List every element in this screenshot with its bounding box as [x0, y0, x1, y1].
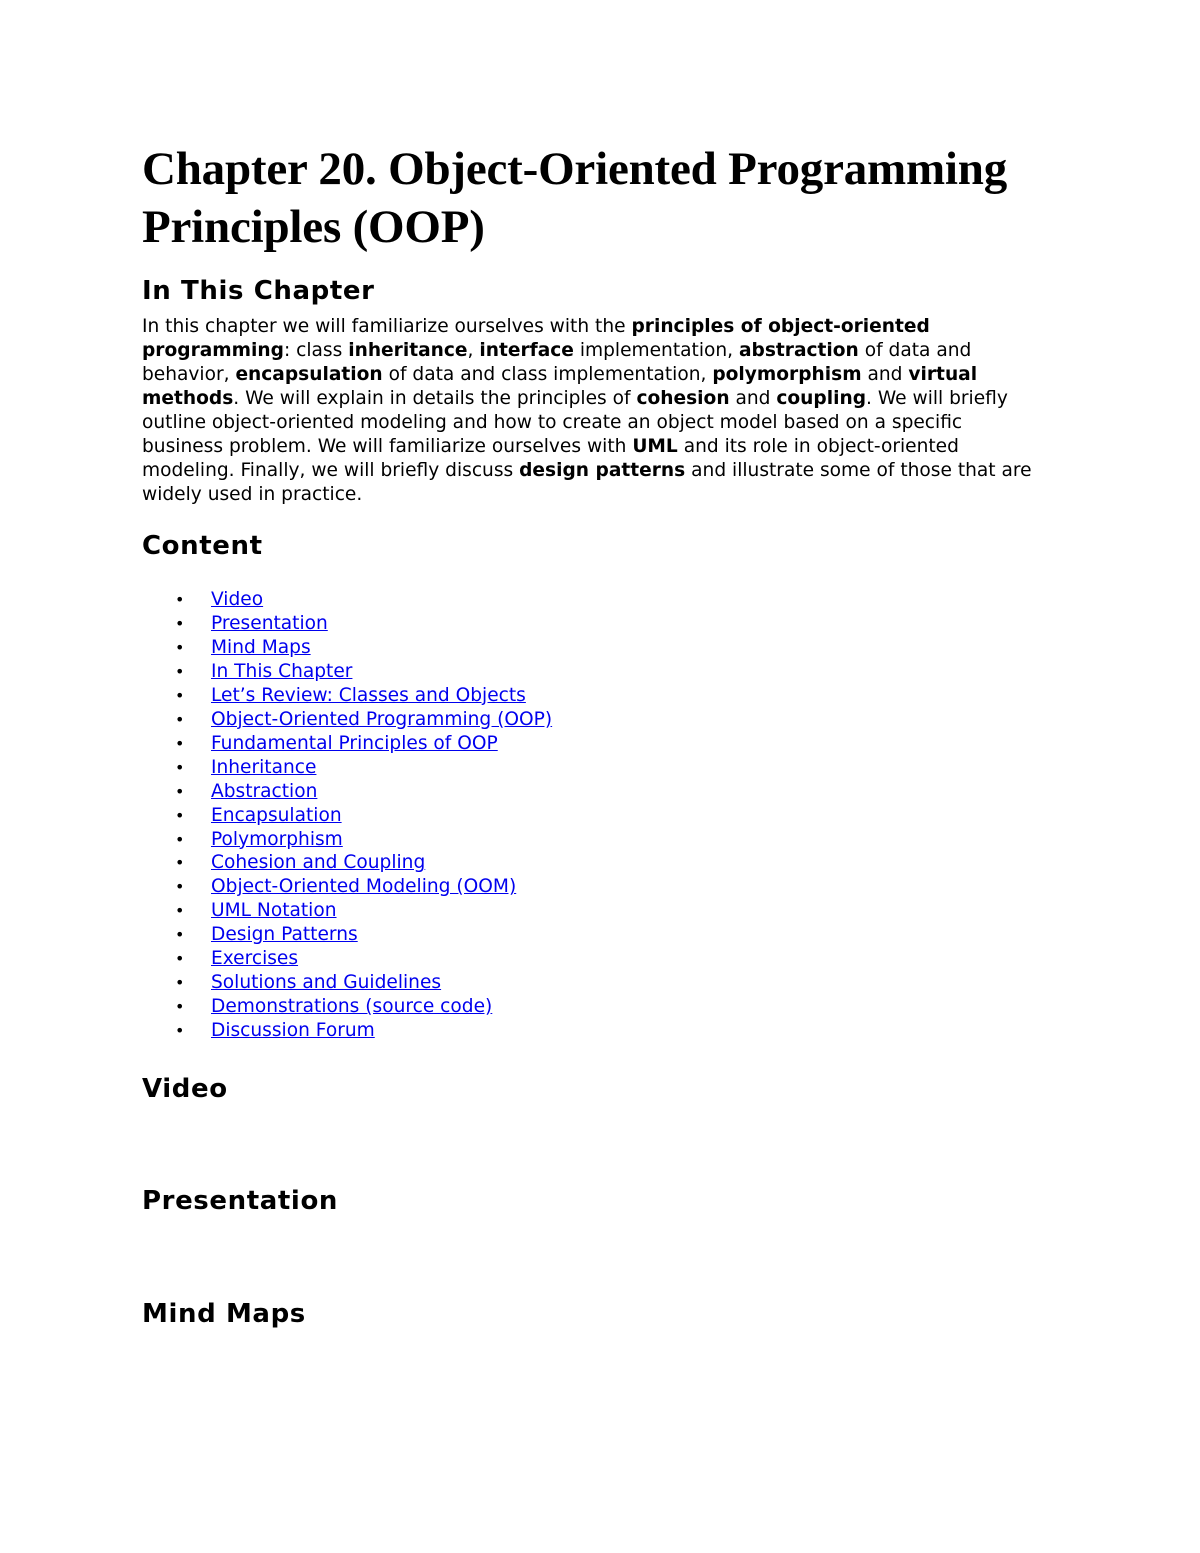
bullet-icon: •	[175, 877, 185, 897]
toc-item	[142, 780, 1042, 804]
toc-link-polymorphism[interactable]: Polymorphism	[211, 828, 343, 850]
intro-text: of data and class implementation,	[382, 364, 713, 385]
toc-link-design-patterns[interactable]: Design Patterns	[211, 924, 358, 946]
toc-item	[142, 660, 1042, 684]
toc-link-classes-and-objects[interactable]: Let’s Review: Classes and Objects	[211, 684, 526, 706]
bullet-icon: •	[175, 925, 185, 945]
toc-item	[142, 995, 1042, 1019]
document-page	[142, 140, 1042, 1330]
toc-item	[142, 756, 1042, 780]
bullet-icon: •	[175, 901, 185, 921]
intro-text: ,	[467, 340, 480, 361]
toc-link-fundamental-principles[interactable]: Fundamental Principles of OOP	[211, 732, 498, 754]
intro-bold-term: coupling	[776, 388, 867, 409]
content-heading: Content	[142, 531, 263, 561]
toc-item	[142, 851, 1042, 875]
intro-bold-term: principles of object-oriented programming	[142, 316, 930, 361]
intro-text: and	[729, 388, 777, 409]
toc-item	[142, 923, 1042, 947]
bullet-icon: •	[175, 757, 185, 777]
toc-link-mind-maps[interactable]: Mind Maps	[211, 636, 311, 658]
bullet-icon: •	[175, 829, 185, 849]
intro-bold-term: cohesion	[636, 388, 730, 409]
toc-item	[142, 684, 1042, 708]
bullet-icon: •	[175, 709, 185, 729]
toc-link-abstraction[interactable]: Abstraction	[211, 780, 318, 802]
toc-item	[142, 612, 1042, 636]
toc-link-oom[interactable]: Object-Oriented Modeling (OOM)	[211, 876, 517, 898]
toc-link-solutions[interactable]: Solutions and Guidelines	[211, 972, 442, 994]
intro-text: and its role in object-oriented modeling. Finally, we will briefly discuss	[142, 436, 959, 481]
intro-bold-term: UML	[632, 436, 678, 457]
bullet-icon: •	[175, 613, 185, 633]
intro-text: and illustrate some of those that are widely used in practice.	[142, 460, 1032, 505]
toc-link-in-this-chapter[interactable]: In This Chapter	[211, 660, 353, 682]
bullet-icon: •	[175, 685, 185, 705]
video-heading: Video	[142, 1074, 228, 1105]
intro-bold-term: virtual methods	[142, 364, 978, 409]
intro-text: . We will briefly outline object-oriented modeling and how to create an object model based on a specific business problem. We will familiarize ourselves with	[142, 388, 1008, 457]
toc-link-inheritance[interactable]: Inheritance	[211, 756, 317, 778]
intro-text: and	[861, 364, 909, 385]
chapter-title: Chapter 20. Object-Oriented Programming Principles (OOP)	[142, 143, 1008, 253]
toc-item	[142, 971, 1042, 995]
intro-bold-term: design patterns	[519, 460, 686, 481]
toc-link-discussion-forum[interactable]: Discussion Forum	[211, 1020, 375, 1042]
bullet-icon: •	[175, 637, 185, 657]
bullet-icon: •	[175, 590, 185, 609]
bullet-icon: •	[175, 805, 185, 825]
table-of-contents	[142, 588, 1042, 1043]
toc-item	[142, 636, 1042, 660]
toc-item	[142, 732, 1042, 756]
intro-bold-term: polymorphism	[712, 364, 862, 385]
toc-link-cohesion-and-coupling[interactable]: Cohesion and Coupling	[211, 852, 426, 874]
intro-bold-term: abstraction	[738, 340, 859, 361]
toc-item	[142, 828, 1042, 852]
toc-link-encapsulation[interactable]: Encapsulation	[211, 804, 342, 826]
toc-item	[142, 899, 1042, 923]
intro-text: implementation,	[573, 340, 739, 361]
mind-maps-heading: Mind Maps	[142, 1299, 306, 1330]
toc-link-oop[interactable]: Object-Oriented Programming (OOP)	[211, 708, 553, 730]
presentation-heading: Presentation	[142, 1186, 339, 1217]
bullet-icon: •	[175, 661, 185, 681]
toc-item	[142, 875, 1042, 899]
toc-link-video[interactable]: Video	[211, 589, 264, 610]
toc-link-demonstrations[interactable]: Demonstrations (source code)	[211, 996, 493, 1018]
bullet-icon: •	[175, 949, 185, 969]
toc-item	[142, 708, 1042, 732]
toc-link-exercises[interactable]: Exercises	[211, 948, 299, 970]
toc-link-presentation[interactable]: Presentation	[211, 612, 328, 634]
intro-bold-term: interface	[479, 340, 574, 361]
intro-text: . We will explain in details the principles of	[233, 388, 637, 409]
intro-text: : class	[283, 340, 349, 361]
bullet-icon: •	[175, 997, 185, 1017]
bullet-icon: •	[175, 973, 185, 993]
intro-text: of data and behavior,	[142, 340, 972, 385]
toc-item	[142, 804, 1042, 828]
toc-item	[142, 588, 1042, 612]
intro-text: In this chapter we will familiarize ourselves with the	[142, 316, 632, 337]
bullet-icon: •	[175, 733, 185, 753]
toc-item	[142, 1019, 1042, 1043]
bullet-icon: •	[175, 781, 185, 801]
bullet-icon: •	[175, 1021, 185, 1041]
intro-bold-term: inheritance	[348, 340, 468, 361]
intro-paragraph	[142, 315, 1034, 507]
intro-bold-term: encapsulation	[235, 364, 383, 385]
toc-link-uml-notation[interactable]: UML Notation	[211, 900, 337, 922]
toc-item	[142, 947, 1042, 971]
bullet-icon: •	[175, 853, 185, 873]
in-this-chapter-heading: In This Chapter	[142, 276, 375, 306]
